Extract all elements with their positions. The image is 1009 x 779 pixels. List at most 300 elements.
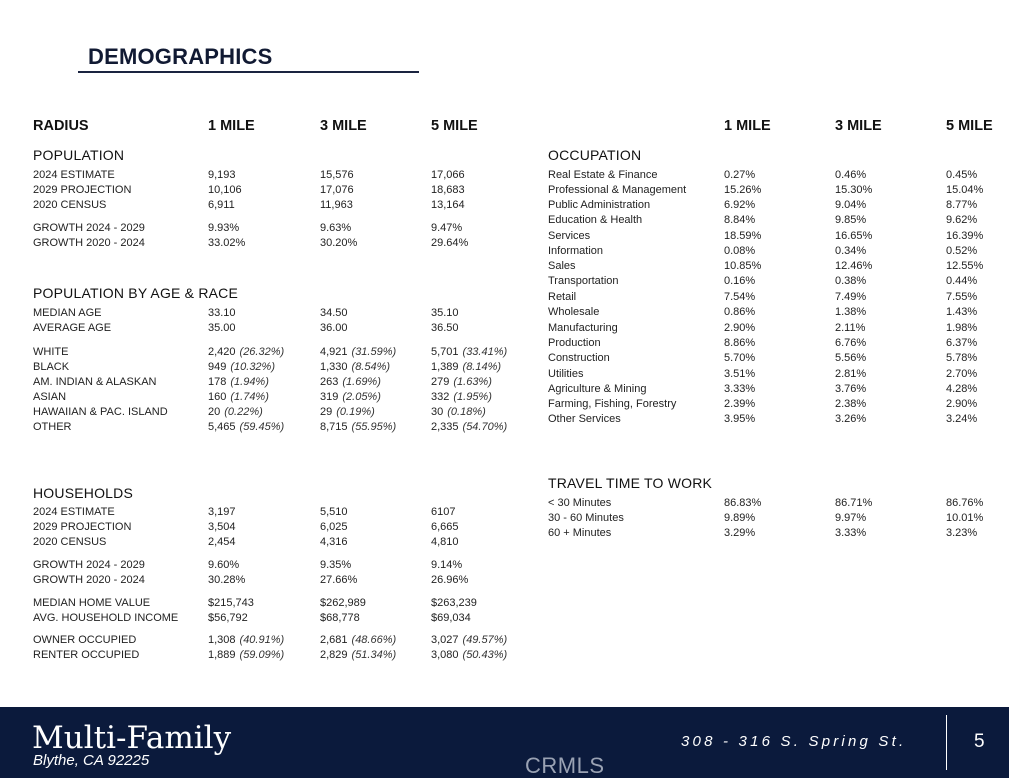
value-number: 949: [208, 361, 227, 373]
value-number: 36.50: [431, 322, 459, 334]
table-row: [0, 597, 1009, 612]
value-number: 29.64%: [431, 237, 469, 249]
value-percent: (59.45%): [239, 421, 285, 433]
row-value: [835, 306, 866, 318]
value-number: 4,921: [320, 346, 348, 358]
value-number: 9.63%: [320, 222, 352, 234]
table-row: [0, 184, 1009, 199]
value-number: 1.38%: [835, 306, 867, 318]
row-label: ASIAN: [33, 391, 67, 403]
row-label: Wholesale: [548, 306, 600, 318]
value-number: 15.26%: [724, 184, 762, 196]
row-label: Education & Health: [548, 214, 643, 226]
value-number: 9.04%: [835, 199, 867, 211]
table-row: [0, 352, 1009, 367]
row-label: OWNER OCCUPIED: [33, 634, 137, 646]
households-section-title: HOUSEHOLDS: [33, 485, 134, 501]
occupation-section-title: OCCUPATION: [548, 147, 642, 163]
value-number: 15.30%: [835, 184, 873, 196]
row-value: [724, 306, 755, 318]
row-value: [431, 649, 507, 661]
row-value: [946, 383, 977, 395]
row-label: GROWTH 2024 - 2029: [33, 559, 145, 571]
table-row: [0, 291, 1009, 306]
value-number: 2.90%: [946, 398, 978, 410]
row-value: [946, 260, 983, 272]
row-value: [946, 337, 977, 349]
row-label: Farming, Fishing, Forestry: [548, 398, 677, 410]
row-value: [208, 634, 284, 646]
row-value: [835, 322, 865, 334]
value-number: 17,066: [431, 169, 465, 181]
value-number: 6.92%: [724, 199, 756, 211]
row-value: [724, 275, 755, 287]
value-number: 6,025: [320, 521, 348, 533]
property-address: 308 - 316 S. Spring St.: [681, 733, 907, 750]
row-label: GROWTH 2020 - 2024: [33, 237, 145, 249]
value-number: 0.46%: [835, 169, 867, 181]
value-number: 3,197: [208, 506, 236, 518]
value-percent: (40.91%): [239, 634, 285, 646]
row-label: Public Administration: [548, 199, 651, 211]
row-value: [320, 649, 396, 661]
row-label: 2024 ESTIMATE: [33, 169, 115, 181]
row-label: Retail: [548, 291, 577, 303]
row-value: [724, 368, 755, 380]
value-number: 5,510: [320, 506, 348, 518]
row-value: [946, 497, 983, 509]
value-number: 18,683: [431, 184, 465, 196]
value-number: 2,829: [320, 649, 348, 661]
value-number: 26.96%: [431, 574, 469, 586]
row-value: [208, 574, 245, 586]
value-number: 18.59%: [724, 230, 762, 242]
value-number: 9.47%: [431, 222, 463, 234]
row-value: [320, 559, 351, 571]
row-label: Sales: [548, 260, 576, 272]
row-value: [835, 230, 872, 242]
value-number: 12.46%: [835, 260, 873, 272]
row-value: [208, 649, 284, 661]
table-row: [0, 368, 1009, 383]
value-percent: (1.95%): [453, 391, 492, 403]
value-number: 2.38%: [835, 398, 867, 410]
value-number: 86.76%: [946, 497, 984, 509]
row-value: [724, 169, 755, 181]
row-label: Production: [548, 337, 601, 349]
value-number: 1,330: [320, 361, 348, 373]
row-value: [835, 184, 872, 196]
row-value: [946, 352, 977, 364]
row-value: [946, 184, 983, 196]
value-number: 0.08%: [724, 245, 756, 257]
row-label: HAWAIIAN & PAC. ISLAND: [33, 406, 168, 418]
row-value: [946, 527, 977, 539]
row-value: [724, 199, 755, 211]
value-number: 86.71%: [835, 497, 873, 509]
row-value: [835, 245, 866, 257]
table-row: [0, 497, 1009, 512]
value-number: 30.28%: [208, 574, 246, 586]
value-number: $56,792: [208, 612, 248, 624]
header-3-mile: 3 MILE: [320, 118, 367, 134]
value-number: 263: [320, 376, 339, 388]
row-value: [835, 214, 866, 226]
value-number: 0.34%: [835, 245, 867, 257]
row-value: [208, 559, 239, 571]
value-number: $68,778: [320, 612, 360, 624]
value-percent: (0.18%): [447, 406, 486, 418]
value-number: 8.77%: [946, 199, 978, 211]
row-label: Utilities: [548, 368, 584, 380]
value-percent: (0.22%): [224, 406, 263, 418]
row-value: [946, 275, 977, 287]
value-number: 9.35%: [320, 559, 352, 571]
row-label: Manufacturing: [548, 322, 618, 334]
table-row: [0, 337, 1009, 352]
row-value: [835, 527, 866, 539]
row-value: [320, 634, 396, 646]
table-row: [0, 574, 1009, 589]
value-number: 10,106: [208, 184, 242, 196]
value-number: $69,034: [431, 612, 471, 624]
value-percent: (8.14%): [462, 361, 502, 373]
value-percent: (49.57%): [462, 634, 508, 646]
table-row: [0, 275, 1009, 290]
value-number: 7.49%: [835, 291, 867, 303]
table-row: [0, 322, 1009, 337]
row-value: [835, 398, 866, 410]
value-number: 2.70%: [946, 368, 978, 380]
value-number: 33.02%: [208, 237, 246, 249]
row-value: [946, 512, 983, 524]
value-number: 6,911: [208, 199, 235, 211]
value-number: 8.86%: [724, 337, 756, 349]
value-number: 2.11%: [835, 322, 866, 334]
row-value: [835, 497, 872, 509]
row-value: [724, 260, 761, 272]
value-number: 3.26%: [835, 413, 867, 425]
value-number: 3,027: [431, 634, 459, 646]
value-number: 4.28%: [946, 383, 978, 395]
value-number: 30: [431, 406, 444, 418]
row-value: [946, 413, 977, 425]
value-number: 1,308: [208, 634, 236, 646]
value-number: 10.01%: [946, 512, 984, 524]
header-occupation-1-mile: 1 MILE: [724, 118, 771, 134]
value-percent: (51.34%): [351, 649, 397, 661]
value-number: 9.93%: [208, 222, 240, 234]
table-row: [0, 634, 1009, 649]
value-number: 15,576: [320, 169, 354, 181]
value-number: 2.90%: [724, 322, 756, 334]
value-number: 1.43%: [946, 306, 978, 318]
header-occupation-5-mile: 5 MILE: [946, 118, 993, 134]
value-number: 0.16%: [724, 275, 756, 287]
value-number: 3,504: [208, 521, 236, 533]
row-value: [835, 383, 866, 395]
page-number: 5: [974, 731, 985, 752]
value-number: 0.44%: [946, 275, 978, 287]
value-number: 5,701: [431, 346, 459, 358]
value-number: 9.85%: [835, 214, 867, 226]
row-label: RENTER OCCUPIED: [33, 649, 140, 661]
value-number: 34.50: [320, 307, 348, 319]
row-label: 2024 ESTIMATE: [33, 506, 115, 518]
value-number: 86.83%: [724, 497, 762, 509]
row-label: Information: [548, 245, 604, 257]
value-number: 319: [320, 391, 339, 403]
row-label: Professional & Management: [548, 184, 687, 196]
row-value: [320, 612, 360, 624]
row-label: BLACK: [33, 361, 70, 373]
value-percent: (55.95%): [351, 421, 397, 433]
value-number: 6.37%: [946, 337, 978, 349]
value-number: 5.56%: [835, 352, 867, 364]
row-value: [724, 383, 755, 395]
table-row: [0, 260, 1009, 275]
row-label: WHITE: [33, 346, 69, 358]
value-percent: (2.05%): [342, 391, 381, 403]
table-row: [0, 169, 1009, 184]
row-label: 2020 CENSUS: [33, 199, 107, 211]
value-percent: (54.70%): [462, 421, 508, 433]
value-number: $262,989: [320, 597, 366, 609]
value-number: 33.10: [208, 307, 236, 319]
row-value: [946, 291, 977, 303]
table-row: [0, 199, 1009, 214]
value-number: 2.39%: [724, 398, 756, 410]
title-underline: [78, 71, 419, 73]
row-label: AVG. HOUSEHOLD INCOME: [33, 612, 179, 624]
value-number: $263,239: [431, 597, 477, 609]
value-number: 16.39%: [946, 230, 984, 242]
row-value: [946, 214, 977, 226]
value-number: 160: [208, 391, 227, 403]
value-number: 6,665: [431, 521, 459, 533]
row-value: [946, 306, 977, 318]
value-number: 9.14%: [431, 559, 463, 571]
table-row: [0, 398, 1009, 413]
row-value: [724, 322, 755, 334]
value-number: 2,454: [208, 536, 236, 548]
value-number: 3.95%: [724, 413, 756, 425]
table-row: [0, 612, 1009, 627]
value-number: 2,681: [320, 634, 348, 646]
value-number: 6107: [431, 506, 456, 518]
row-value: [946, 368, 977, 380]
value-percent: (8.54%): [351, 361, 391, 373]
value-number: 17,076: [320, 184, 354, 196]
row-value: [431, 597, 477, 609]
value-number: 2.81%: [835, 368, 867, 380]
value-number: 0.86%: [724, 306, 756, 318]
row-value: [431, 634, 507, 646]
row-value: [724, 184, 761, 196]
value-number: 35.10: [431, 307, 459, 319]
row-value: [208, 612, 248, 624]
table-row: [0, 306, 1009, 321]
row-label: Construction: [548, 352, 610, 364]
header-5-mile: 5 MILE: [431, 118, 478, 134]
value-number: 4,316: [320, 536, 348, 548]
value-percent: (31.59%): [351, 346, 397, 358]
row-label: MEDIAN AGE: [33, 307, 102, 319]
value-number: 8,715: [320, 421, 348, 433]
table-row: [0, 214, 1009, 229]
travel-section-title: TRAVEL TIME TO WORK: [548, 475, 713, 491]
value-number: 2,335: [431, 421, 459, 433]
row-value: [724, 527, 755, 539]
row-value: [320, 597, 366, 609]
table-row: [0, 230, 1009, 245]
value-number: 20: [208, 406, 221, 418]
row-label: Agriculture & Mining: [548, 383, 647, 395]
row-value: [835, 291, 866, 303]
row-value: [724, 512, 755, 524]
header-1-mile: 1 MILE: [208, 118, 255, 134]
row-value: [946, 322, 977, 334]
value-number: 35.00: [208, 322, 236, 334]
row-value: [835, 260, 872, 272]
row-label: Services: [548, 230, 591, 242]
value-number: 3.24%: [946, 413, 978, 425]
row-value: [835, 275, 866, 287]
value-number: 3.33%: [724, 383, 756, 395]
header-radius: RADIUS: [33, 118, 89, 134]
table-row: [0, 413, 1009, 428]
row-value: [320, 574, 357, 586]
table-row: [0, 559, 1009, 574]
row-value: [724, 398, 755, 410]
value-percent: (0.19%): [336, 406, 375, 418]
value-percent: (59.09%): [239, 649, 285, 661]
value-number: 9.97%: [835, 512, 867, 524]
table-row: [0, 383, 1009, 398]
row-value: [835, 368, 866, 380]
value-number: 178: [208, 376, 227, 388]
value-number: 1,389: [431, 361, 459, 373]
value-number: 8.84%: [724, 214, 756, 226]
value-number: 9.89%: [724, 512, 756, 524]
row-value: [724, 230, 761, 242]
row-label: MEDIAN HOME VALUE: [33, 597, 151, 609]
row-value: [835, 352, 866, 364]
value-number: 29: [320, 406, 333, 418]
row-value: [724, 413, 755, 425]
row-value: [835, 413, 866, 425]
value-percent: (33.41%): [462, 346, 508, 358]
value-number: 3.29%: [724, 527, 756, 539]
row-value: [835, 169, 866, 181]
row-value: [835, 512, 866, 524]
value-percent: (1.74%): [230, 391, 269, 403]
property-city: Blythe, CA 92225: [33, 752, 150, 769]
row-label: GROWTH 2024 - 2029: [33, 222, 145, 234]
row-label: 60 + Minutes: [548, 527, 612, 539]
value-number: 16.65%: [835, 230, 873, 242]
watermark: CRMLS: [525, 753, 605, 778]
row-label: 30 - 60 Minutes: [548, 512, 624, 524]
value-number: 0.45%: [946, 169, 978, 181]
value-number: 9.62%: [946, 214, 978, 226]
row-value: [724, 352, 755, 364]
value-number: 5.70%: [724, 352, 756, 364]
row-label: 2029 PROJECTION: [33, 184, 132, 196]
value-number: 332: [431, 391, 450, 403]
row-value: [946, 230, 983, 242]
row-value: [724, 337, 755, 349]
value-number: 3.76%: [835, 383, 867, 395]
value-number: 5,465: [208, 421, 236, 433]
value-percent: (1.94%): [230, 376, 269, 388]
value-number: 279: [431, 376, 450, 388]
value-number: 9,193: [208, 169, 236, 181]
row-label: 2029 PROJECTION: [33, 521, 132, 533]
footer-bar: [0, 707, 1009, 778]
row-value: [724, 245, 755, 257]
value-number: 30.20%: [320, 237, 358, 249]
header-occupation-3-mile: 3 MILE: [835, 118, 882, 134]
table-row: [0, 649, 1009, 664]
value-number: 36.00: [320, 322, 348, 334]
value-number: 7.55%: [946, 291, 978, 303]
age-race-section-title: POPULATION BY AGE & RACE: [33, 285, 239, 301]
row-value: [431, 559, 462, 571]
value-number: 9.60%: [208, 559, 240, 571]
value-number: 4,810: [431, 536, 459, 548]
value-percent: (48.66%): [351, 634, 397, 646]
value-number: 13,164: [431, 199, 465, 211]
row-label: AM. INDIAN & ALASKAN: [33, 376, 157, 388]
row-value: [835, 337, 866, 349]
value-number: 10.85%: [724, 260, 762, 272]
value-number: 3,080: [431, 649, 459, 661]
value-number: 3.51%: [724, 368, 756, 380]
table-row: [0, 245, 1009, 260]
row-value: [724, 497, 761, 509]
value-number: 3.23%: [946, 527, 978, 539]
value-number: 11,963: [320, 199, 353, 211]
row-value: [431, 574, 468, 586]
value-number: 7.54%: [724, 291, 756, 303]
row-value: [724, 214, 755, 226]
value-number: $215,743: [208, 597, 254, 609]
value-number: 0.52%: [946, 245, 978, 257]
value-percent: (26.32%): [239, 346, 285, 358]
value-number: 2,420: [208, 346, 236, 358]
value-number: 0.38%: [835, 275, 867, 287]
row-value: [431, 612, 471, 624]
row-label: GROWTH 2020 - 2024: [33, 574, 145, 586]
value-number: 1,889: [208, 649, 236, 661]
table-row: [0, 527, 1009, 542]
row-value: [724, 291, 755, 303]
value-percent: (10.32%): [230, 361, 275, 373]
value-percent: (1.63%): [453, 376, 492, 388]
value-number: 0.27%: [724, 169, 756, 181]
row-value: [946, 199, 977, 211]
row-label: 2020 CENSUS: [33, 536, 107, 548]
value-number: 27.66%: [320, 574, 358, 586]
row-value: [946, 398, 977, 410]
row-value: [946, 169, 977, 181]
value-number: 5.78%: [946, 352, 978, 364]
row-value: [208, 597, 254, 609]
row-label: < 30 Minutes: [548, 497, 612, 509]
value-number: 6.76%: [835, 337, 867, 349]
value-percent: (50.43%): [462, 649, 508, 661]
